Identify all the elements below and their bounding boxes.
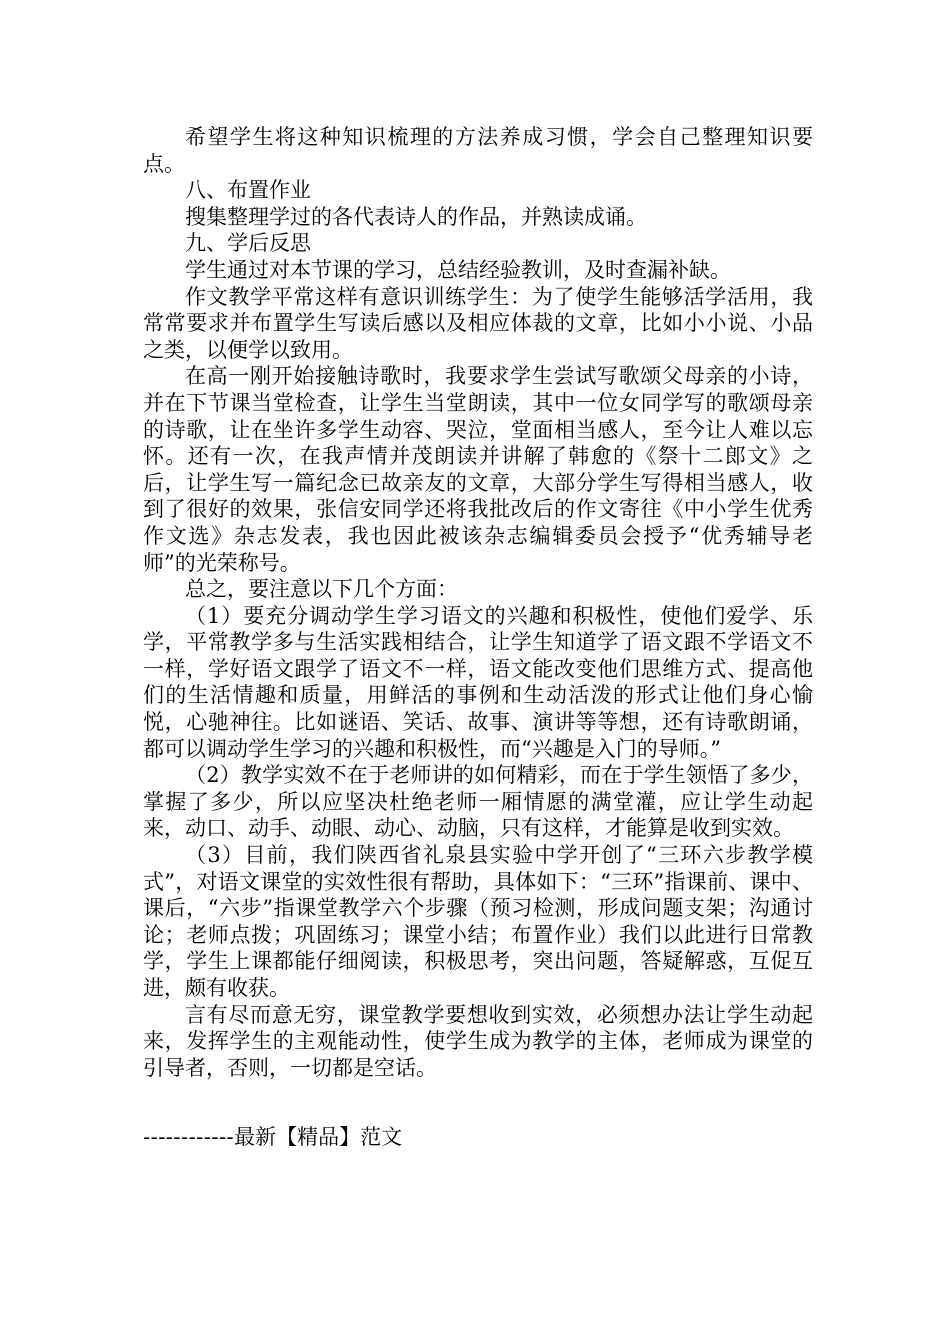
- document-footer: [143, 1124, 402, 1150]
- paragraph: 作文教学平常这样有意识训练学生：为了使学生能够活学活用，我常常要求并布置学生写读后感以及相应体裁的文章，比如小小说、小品之类，以便学以致用。: [143, 284, 813, 362]
- document-body: [143, 124, 813, 1081]
- footer-text: 最新【精品】范文: [234, 1125, 403, 1149]
- section-heading: 九、学后反思: [185, 231, 311, 256]
- list-item: （2）教学实效不在于老师讲的如何精彩，而在于学生领悟了多少，掌握了多少，所以应坚决杜绝老师一厢情愿的满堂灌，应让学生动起来，动口、动手、动眼、动心、动脑，只有这样，才能算是收到实效。: [143, 763, 813, 841]
- paragraph: 言有尽而意无穷，课堂教学要想收到实效，必须想办法让学生动起来，发挥学生的主观能动性，使学生成为教学的主体，老师成为课堂的引导者，否则，一切都是空话。: [143, 1002, 813, 1080]
- footer-dashes: ------------: [143, 1125, 235, 1149]
- paragraph: 学生通过对本节课的学习，总结经验教训，及时查漏补缺。: [185, 257, 731, 282]
- paragraph: 在高一刚开始接触诗歌时，我要求学生尝试写歌颂父母亲的小诗，并在下节课当堂检查，让学生当堂朗读，其中一位女同学写的歌颂母亲的诗歌，让在坐许多学生动容、哭泣，堂面相当感人，至今让人难以忘怀。还有一次，在我声情并茂朗读并讲解了韩愈的《祭十二郎文》之后，让学生写一篇纪念已故亲友的文章，大部分学生写得相当感人，收到了很好的效果，张信安同学还将我批改后的作文寄往《中小学生优秀作文选》杂志发表，我也因此被该杂志编辑委员会授予“优秀辅导老师”的光荣称号。: [143, 364, 813, 575]
- paragraph: 希望学生将这种知识梳理的方法养成习惯，学会自己整理知识要点。: [143, 125, 813, 176]
- section-heading: 八、布置作业: [185, 178, 311, 203]
- list-item: （3）目前，我们陕西省礼泉县实验中学开创了“三环六步教学模式”，对语文课堂的实效性很有帮助，具体如下：“三环”指课前、课中、课后，“六步”指课堂教学六个步骤（预习检测，形成问题支架；沟通讨论；老师点拨；巩固练习；课堂小结；布置作业）我们以此进行日常教学，学生上课都能仔细阅读，积极思考，突出问题，答疑解惑，互促互进，颇有收获。: [143, 843, 813, 1000]
- paragraph: 总之，要注意以下几个方面：: [185, 577, 458, 602]
- paragraph: 搜集整理学过的各代表诗人的作品，并熟读成诵。: [185, 204, 647, 229]
- list-item: （1）要充分调动学生学习语文的兴趣和积极性，使他们爱学、乐学，平常教学多与生活实践相结合，让学生知道学了语文跟不学语文不一样，学好语文跟学了语文不一样，语文能改变他们思维方式、提高他们的生活情趣和质量，用鲜活的事例和生动活泼的形式让他们身心愉悦，心驰神往。比如谜语、笑话、故事、演讲等等想，还有诗歌朗诵，都可以调动学生学习的兴趣和积极性，而“兴趣是入门的导师。”: [143, 603, 813, 761]
